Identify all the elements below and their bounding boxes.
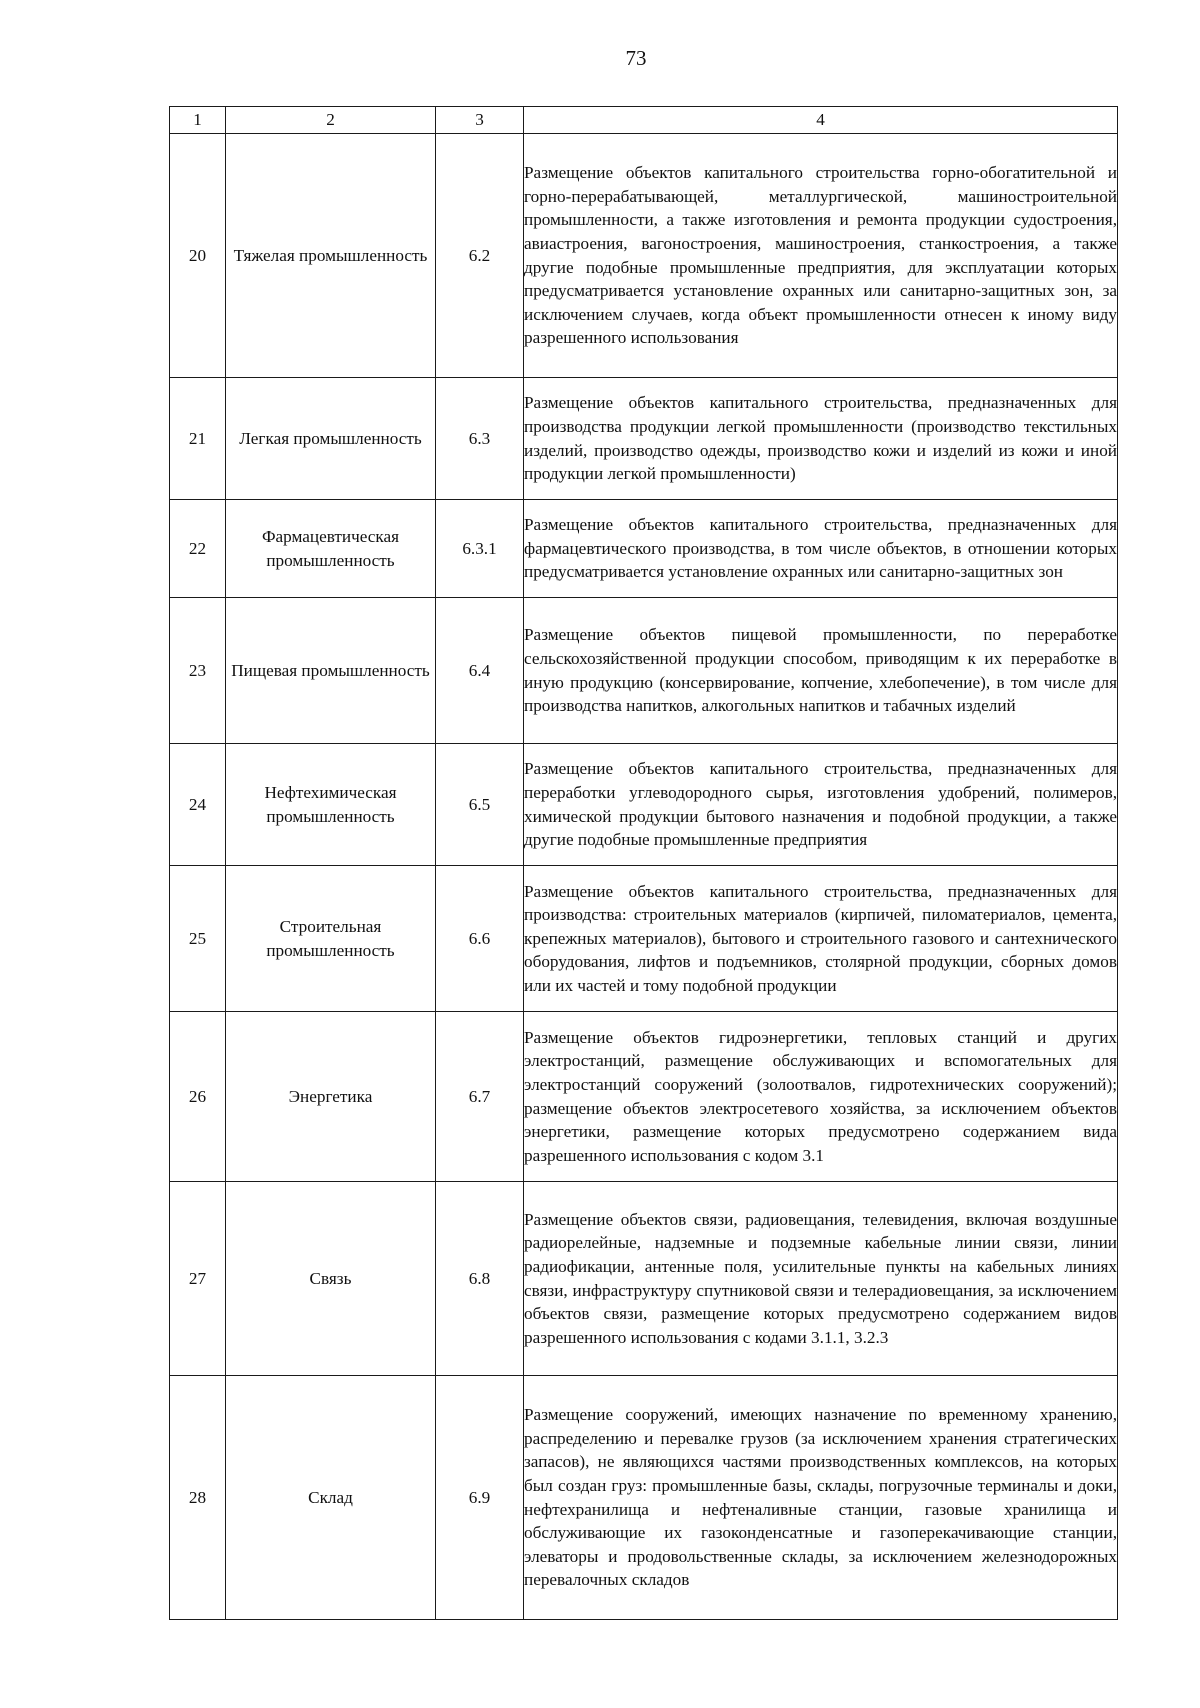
row-number: 28 <box>170 1376 226 1620</box>
land-use-name: Легкая промышленность <box>226 378 436 500</box>
row-number: 21 <box>170 378 226 500</box>
land-use-name: Фармацевтическая промышленность <box>226 500 436 598</box>
land-use-name: Энергетика <box>226 1012 436 1182</box>
land-use-code: 6.9 <box>436 1376 524 1620</box>
land-use-code: 6.7 <box>436 1012 524 1182</box>
row-number: 27 <box>170 1182 226 1376</box>
land-use-name: Пищевая промышленность <box>226 598 436 744</box>
land-use-description: Размещение объектов гидроэнергетики, тепловых станций и других электростанций, размещение обслуживающих и вспомогательных для электростанций сооружений (золоотвалов, гидротехнических сооружений); размещение объектов электросетевого хозяйства, за исключением объектов энергетики, размещение которых предусмотрено содержанием вида разрешенного использования с кодом 3.1 <box>524 1012 1118 1182</box>
table-header-row <box>170 107 1118 134</box>
land-use-name: Склад <box>226 1376 436 1620</box>
land-use-code: 6.2 <box>436 134 524 378</box>
table-row <box>170 744 1118 866</box>
land-use-name: Строительная промышленность <box>226 866 436 1012</box>
land-use-code: 6.6 <box>436 866 524 1012</box>
land-use-description: Размещение объектов капитального строительства, предназначенных для производства продукции легкой промышленности (производство текстильных изделий, производство одежды, производство кожи и изделий из кожи и иной продукции легкой промышленности) <box>524 378 1118 500</box>
row-number: 25 <box>170 866 226 1012</box>
land-use-description: Размещение объектов капитального строительства горно-обогатительной и горно-перерабатывающей, металлургической, машиностроительной промышленности, а также изготовления и ремонта продукции судостроения, авиастроения, вагоностроения, машиностроения, станкостроения, а также другие подобные промышленные предприятия, для эксплуатации которых предусматривается установление охранных или санитарно-защитных зон, за исключением случаев, когда объект промышленности отнесен к иному виду разрешенного использования <box>524 134 1118 378</box>
row-number: 23 <box>170 598 226 744</box>
column-header-2: 2 <box>226 107 436 134</box>
land-use-description: Размещение объектов капитального строительства, предназначенных для производства: строительных материалов (кирпичей, пиломатериалов, цемента, крепежных материалов), бытового и строительного газового и сантехнического оборудования, лифтов и подъемников, столярной продукции, сборных домов или их частей и тому подобной продукции <box>524 866 1118 1012</box>
row-number: 20 <box>170 134 226 378</box>
table-row <box>170 1182 1118 1376</box>
table-row <box>170 1012 1118 1182</box>
row-number: 22 <box>170 500 226 598</box>
table-row <box>170 866 1118 1012</box>
table-row <box>170 500 1118 598</box>
row-number: 24 <box>170 744 226 866</box>
land-use-description: Размещение объектов связи, радиовещания, телевидения, включая воздушные радиорелейные, надземные и подземные кабельные линии связи, линии радиофикации, антенные поля, усилительные пункты на кабельных линиях связи, инфраструктуру спутниковой связи и телерадиовещания, за исключением объектов связи, размещение которых предусмотрено содержанием видов разрешенного использования с кодами 3.1.1, 3.2.3 <box>524 1182 1118 1376</box>
row-number: 26 <box>170 1012 226 1182</box>
column-header-4: 4 <box>524 107 1118 134</box>
column-header-1: 1 <box>170 107 226 134</box>
land-use-code: 6.4 <box>436 598 524 744</box>
land-use-description: Размещение сооружений, имеющих назначение по временному хранению, распределению и перевалке грузов (за исключением хранения стратегических запасов), не являющихся частями производственных комплексов, на которых был создан груз: промышленные базы, склады, погрузочные терминалы и доки, нефтехранилища и нефтеналивные станции, газовые хранилища и обслуживающие их газоконденсатные и газоперекачивающие станции, элеваторы и продовольственные склады, за исключением железнодорожных перевалочных складов <box>524 1376 1118 1620</box>
land-use-description: Размещение объектов пищевой промышленности, по переработке сельскохозяйственной продукции способом, приводящим к их переработке в иную продукцию (консервирование, копчение, хлебопечение), в том числе для производства напитков, алкогольных напитков и табачных изделий <box>524 598 1118 744</box>
land-use-table <box>169 106 1118 1620</box>
land-use-description: Размещение объектов капитального строительства, предназначенных для фармацевтического производства, в том числе объектов, в отношении которых предусматривается установление охранных или санитарно-защитных зон <box>524 500 1118 598</box>
land-use-code: 6.5 <box>436 744 524 866</box>
land-use-name: Тяжелая промышленность <box>226 134 436 378</box>
land-use-code: 6.8 <box>436 1182 524 1376</box>
table-row <box>170 378 1118 500</box>
column-header-3: 3 <box>436 107 524 134</box>
land-use-code: 6.3 <box>436 378 524 500</box>
land-use-name: Нефтехимическая промышленность <box>226 744 436 866</box>
table-row <box>170 1376 1118 1620</box>
page-number: 73 <box>625 46 647 70</box>
table-row <box>170 598 1118 744</box>
table-row <box>170 134 1118 378</box>
land-use-name: Связь <box>226 1182 436 1376</box>
land-use-code: 6.3.1 <box>436 500 524 598</box>
land-use-description: Размещение объектов капитального строительства, предназначенных для переработки углеводородного сырья, изготовления удобрений, полимеров, химической продукции бытового назначения и подобной продукции, а также другие подобные промышленные предприятия <box>524 744 1118 866</box>
